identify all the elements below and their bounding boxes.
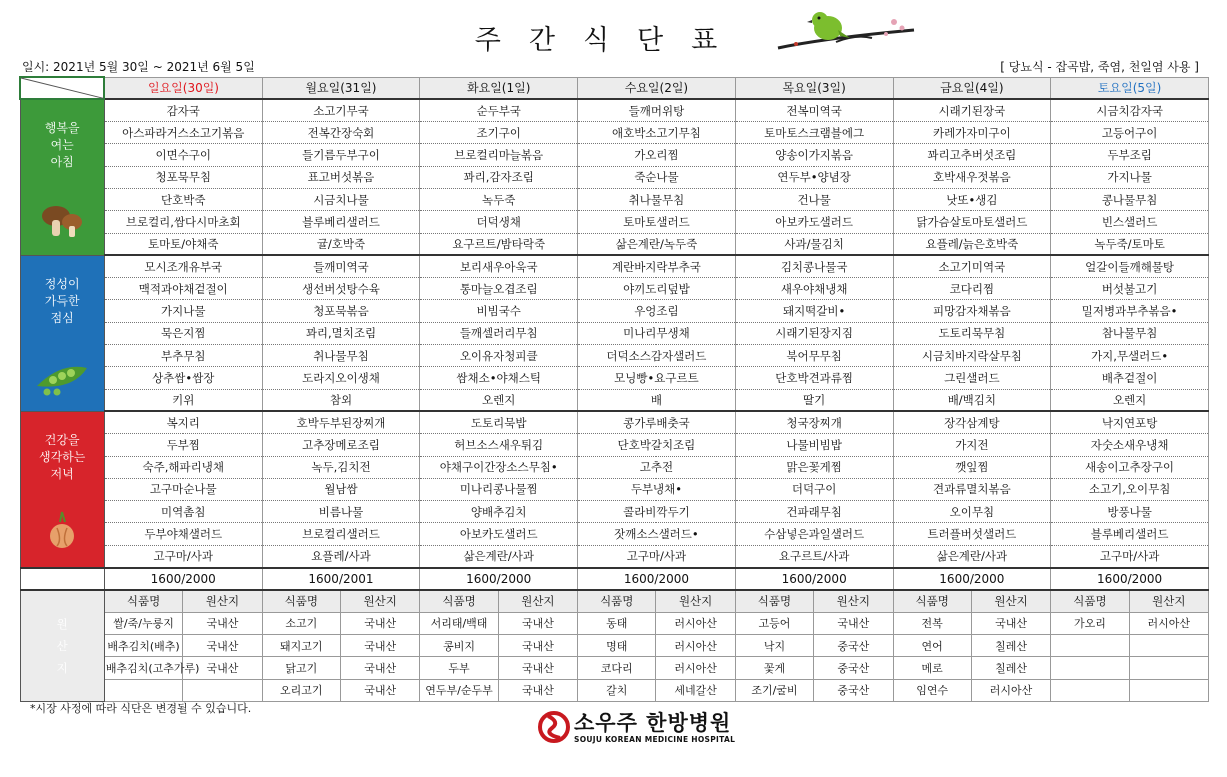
origin-country: 러시아산 xyxy=(1129,612,1208,634)
origin-country: 국내산 xyxy=(340,657,419,679)
origin-food-name: 코다리 xyxy=(578,657,656,679)
menu-item: 블루베리샐러드 xyxy=(1051,523,1209,545)
menu-item: 들깨머위탕 xyxy=(578,99,736,121)
day-header-mon: 월요일(31일) xyxy=(262,77,420,99)
menu-item: 시래기된장국 xyxy=(893,99,1051,121)
menu-item: 표고버섯볶음 xyxy=(262,166,420,188)
menu-item: 청포묵무침 xyxy=(104,166,262,188)
origin-country: 국내산 xyxy=(814,612,893,634)
dinner-row xyxy=(20,501,1209,523)
menu-item: 트러플버섯샐러드 xyxy=(893,523,1051,545)
origin-country: 칠레산 xyxy=(971,657,1050,679)
origin-food-name: 고등어 xyxy=(735,612,813,634)
origin-row xyxy=(20,634,1209,656)
origin-country: 러시아산 xyxy=(656,612,735,634)
menu-item: 배 xyxy=(578,389,736,411)
menu-item: 얼갈이들깨해물탕 xyxy=(1051,255,1209,277)
origin-col-origin: 원산지 xyxy=(971,590,1050,612)
origin-food-name: 소고기 xyxy=(262,612,340,634)
menu-item: 브로컬리마늘볶음 xyxy=(420,144,578,166)
origin-country: 국내산 xyxy=(183,634,262,656)
menu-item: 순두부국 xyxy=(420,99,578,121)
dinner-label-line: 건강을 xyxy=(44,432,80,447)
origin-food-name: 낙지 xyxy=(735,634,813,656)
origin-country: 국내산 xyxy=(183,657,262,679)
menu-item: 죽순나물 xyxy=(578,166,736,188)
origin-col-name: 식품명 xyxy=(262,590,340,612)
menu-item: 호박새우젓볶음 xyxy=(893,166,1051,188)
menu-item: 오이유자청피클 xyxy=(420,345,578,367)
menu-item: 키위 xyxy=(104,389,262,411)
hospital-logo xyxy=(538,706,778,746)
menu-item: 부추무침 xyxy=(104,345,262,367)
menu-item: 닭가슴살토마토샐러드 xyxy=(893,211,1051,233)
menu-item: 요구르트/사과 xyxy=(735,545,893,567)
menu-item: 통마늘오겹조림 xyxy=(420,278,578,300)
menu-item: 양배추김치 xyxy=(420,501,578,523)
menu-item: 피망감자채볶음 xyxy=(893,300,1051,322)
origin-food-name: 갈치 xyxy=(578,679,656,701)
breakfast-label-line: 여는 xyxy=(50,138,74,153)
origin-food-name xyxy=(1051,657,1129,679)
kcal-value: 1600/2001 xyxy=(262,568,420,590)
hospital-logo-icon xyxy=(538,708,570,746)
menu-item: 애호박소고기무침 xyxy=(578,122,736,144)
menu-item: 허브소스새우튀김 xyxy=(420,434,578,456)
origin-food-name: 서리태/백태 xyxy=(420,612,498,634)
origin-food-name: 꽃게 xyxy=(735,657,813,679)
origin-header-row xyxy=(20,590,1209,612)
lunch-label-line: 정성이 xyxy=(44,276,80,291)
menu-item: 취나물무침 xyxy=(578,188,736,210)
menu-item: 묵은지찜 xyxy=(104,322,262,344)
menu-item: 토마토/야채죽 xyxy=(104,233,262,255)
menu-item: 오이무침 xyxy=(893,501,1051,523)
menu-item: 우엉조림 xyxy=(578,300,736,322)
menu-item: 도토리묵밥 xyxy=(420,411,578,433)
origin-food-name: 가오리 xyxy=(1051,612,1129,634)
menu-item: 두부냉채• xyxy=(578,478,736,500)
menu-item: 야채구이간장소스무침• xyxy=(420,456,578,478)
menu-item: 청포묵볶음 xyxy=(262,300,420,322)
dinner-row xyxy=(20,523,1209,545)
menu-item: 요구르트/밤타락죽 xyxy=(420,233,578,255)
menu-item: 밀저병과부추볶음• xyxy=(1051,300,1209,322)
menu-item: 가지나물 xyxy=(1051,166,1209,188)
breakfast-row xyxy=(20,188,1209,210)
menu-item: 삶은계란/사과 xyxy=(893,545,1051,567)
menu-item: 청국장찌개 xyxy=(735,411,893,433)
menu-item: 오렌지 xyxy=(420,389,578,411)
origin-country xyxy=(1129,679,1208,701)
menu-item: 꽈리,멸치조림 xyxy=(262,322,420,344)
menu-item: 토마토샐러드 xyxy=(578,211,736,233)
menu-item: 오렌지 xyxy=(1051,389,1209,411)
breakfast-row xyxy=(20,144,1209,166)
menu-item: 자숫소새우냉채 xyxy=(1051,434,1209,456)
menu-item: 도라지오이생채 xyxy=(262,367,420,389)
menu-item: 모닝빵•요구르트 xyxy=(578,367,736,389)
menu-item: 참외 xyxy=(262,389,420,411)
menu-item: 상추쌈•쌈장 xyxy=(104,367,262,389)
menu-item: 조기구이 xyxy=(420,122,578,144)
origin-col-origin: 원산지 xyxy=(1129,590,1208,612)
menu-item: 취나물무침 xyxy=(262,345,420,367)
origin-country: 중국산 xyxy=(814,679,893,701)
origin-food-name: 오리고기 xyxy=(262,679,340,701)
origin-food-name: 조기/굴비 xyxy=(735,679,813,701)
breakfast-row xyxy=(20,99,1209,121)
menu-item: 토마토스크램블에그 xyxy=(735,122,893,144)
menu-item: 장각삼계탕 xyxy=(893,411,1051,433)
kcal-label: Kcal xyxy=(20,568,104,590)
breakfast-label xyxy=(20,99,104,255)
origin-food-name: 두부 xyxy=(420,657,498,679)
kcal-value: 1600/2000 xyxy=(893,568,1051,590)
kcal-row xyxy=(20,568,1209,590)
kcal-value: 1600/2000 xyxy=(1051,568,1209,590)
menu-item: 고구마순나물 xyxy=(104,478,262,500)
menu-item: 계란바지락부추국 xyxy=(578,255,736,277)
menu-item: 카레가자미구이 xyxy=(893,122,1051,144)
menu-item: 도토리묵무침 xyxy=(893,322,1051,344)
menu-item: 모시조개유부국 xyxy=(104,255,262,277)
origin-food-name: 콩비지 xyxy=(420,634,498,656)
menu-item: 콩나물무침 xyxy=(1051,188,1209,210)
origin-food-name xyxy=(1051,634,1129,656)
menu-item: 복지리 xyxy=(104,411,262,433)
dinner-row xyxy=(20,434,1209,456)
menu-item: 꽈리고추버섯조림 xyxy=(893,144,1051,166)
origin-food-name: 닭고기 xyxy=(262,657,340,679)
menu-item: 시금치바지락살무침 xyxy=(893,345,1051,367)
breakfast-label-line: 아침 xyxy=(50,155,74,170)
menu-item: 두부찜 xyxy=(104,434,262,456)
origin-label-line: 지 xyxy=(56,660,68,675)
lunch-row xyxy=(20,278,1209,300)
menu-item: 미나리무생채 xyxy=(578,322,736,344)
menu-item: 가지전 xyxy=(893,434,1051,456)
menu-item: 아보카도샐러드 xyxy=(735,211,893,233)
menu-item: 배추겉절이 xyxy=(1051,367,1209,389)
origin-food-name: 전복 xyxy=(893,612,971,634)
lunch-row xyxy=(20,322,1209,344)
origin-col-name: 식품명 xyxy=(893,590,971,612)
menu-item: 돼지떡갈비• xyxy=(735,300,893,322)
origin-label xyxy=(20,590,104,701)
menu-item: 소고기무국 xyxy=(262,99,420,121)
menu-item: 더덕생채 xyxy=(420,211,578,233)
menu-item: 시금치감자국 xyxy=(1051,99,1209,121)
menu-item: 가오리찜 xyxy=(578,144,736,166)
menu-item: 코다리찜 xyxy=(893,278,1051,300)
origin-country xyxy=(1129,657,1208,679)
menu-item: 가지,무샐러드• xyxy=(1051,345,1209,367)
breakfast-row xyxy=(20,166,1209,188)
mushroom-icon xyxy=(40,200,84,245)
dinner-row xyxy=(20,411,1209,433)
origin-country: 국내산 xyxy=(340,634,419,656)
menu-item: 버섯불고기 xyxy=(1051,278,1209,300)
origin-col-origin: 원산지 xyxy=(183,590,262,612)
menu-item: 견과류멸치볶음 xyxy=(893,478,1051,500)
origin-country: 러시아산 xyxy=(656,634,735,656)
origin-food-name: 쌀/죽/누룽지 xyxy=(104,612,182,634)
menu-item: 녹두죽 xyxy=(420,188,578,210)
menu-item: 콩가루배춧국 xyxy=(578,411,736,433)
menu-item: 김치콩나물국 xyxy=(735,255,893,277)
menu-item: 요플레/늙은호박죽 xyxy=(893,233,1051,255)
date-range: 일시: 2021년 5월 30일 ~ 2021년 6월 5일 xyxy=(22,60,255,74)
origin-food-name xyxy=(1051,679,1129,701)
kcal-value: 1600/2000 xyxy=(420,568,578,590)
menu-item: 빈스샐러드 xyxy=(1051,211,1209,233)
origin-country: 국내산 xyxy=(340,679,419,701)
origin-col-origin: 원산지 xyxy=(340,590,419,612)
origin-col-origin: 원산지 xyxy=(498,590,577,612)
menu-item: 시래기된장지짐 xyxy=(735,322,893,344)
origin-label-line: 원 xyxy=(56,616,68,631)
menu-item: 비름나물 xyxy=(262,501,420,523)
origin-col-name: 식품명 xyxy=(1051,590,1129,612)
dinner-label xyxy=(20,411,104,567)
menu-item: 꽈리,감자조림 xyxy=(420,166,578,188)
peas-icon xyxy=(33,360,91,401)
menu-item: 고구마/사과 xyxy=(1051,545,1209,567)
origin-label-line: 산 xyxy=(56,638,68,653)
origin-country: 칠레산 xyxy=(971,634,1050,656)
day-header-tue: 화요일(1일) xyxy=(420,77,578,99)
menu-item: 감자국 xyxy=(104,99,262,121)
diet-note: [ 당뇨식 - 잡곡밥, 죽염, 천일염 사용 ] xyxy=(1000,60,1199,74)
hospital-name: 소우주 한방병원 xyxy=(574,711,732,735)
menu-item: 고구마/사과 xyxy=(104,545,262,567)
origin-food-name: 배추김치(고추가루) xyxy=(104,657,182,679)
menu-item: 녹두죽/토마토 xyxy=(1051,233,1209,255)
menu-item: 새우야채냉채 xyxy=(735,278,893,300)
menu-item: 두부야채샐러드 xyxy=(104,523,262,545)
menu-item: 소고기미역국 xyxy=(893,255,1051,277)
menu-item: 맥적과야채겉절이 xyxy=(104,278,262,300)
menu-item: 새송이고추장구이 xyxy=(1051,456,1209,478)
menu-item: 아스파라거스소고기볶음 xyxy=(104,122,262,144)
menu-item: 블루베리샐러드 xyxy=(262,211,420,233)
page-title: 주간식단표 xyxy=(474,25,746,56)
origin-food-name: 명태 xyxy=(578,634,656,656)
menu-item: 고추장메로조림 xyxy=(262,434,420,456)
onion-icon xyxy=(45,510,79,557)
menu-item: 들깨셀러리무침 xyxy=(420,322,578,344)
menu-item: 요플레/사과 xyxy=(262,545,420,567)
origin-country: 국내산 xyxy=(498,679,577,701)
origin-country xyxy=(1129,634,1208,656)
weekly-menu-table xyxy=(19,76,1209,702)
menu-item: 삶은계란/사과 xyxy=(420,545,578,567)
menu-item: 두부조림 xyxy=(1051,144,1209,166)
menu-item: 미나리콩나물찜 xyxy=(420,478,578,500)
menu-item: 녹두,김치전 xyxy=(262,456,420,478)
origin-food-name: 동태 xyxy=(578,612,656,634)
origin-row xyxy=(20,679,1209,701)
origin-food-name: 돼지고기 xyxy=(262,634,340,656)
menu-item: 전복간장숙회 xyxy=(262,122,420,144)
dinner-row xyxy=(20,478,1209,500)
origin-country: 중국산 xyxy=(814,657,893,679)
menu-item: 들깨미역국 xyxy=(262,255,420,277)
lunch-row xyxy=(20,367,1209,389)
lunch-row xyxy=(20,345,1209,367)
menu-item: 건파래무침 xyxy=(735,501,893,523)
menu-item: 호박두부된장찌개 xyxy=(262,411,420,433)
origin-food-name: 메로 xyxy=(893,657,971,679)
origin-col-origin: 원산지 xyxy=(656,590,735,612)
menu-item: 월남쌈 xyxy=(262,478,420,500)
menu-item: 참나물무침 xyxy=(1051,322,1209,344)
menu-item: 가지나물 xyxy=(104,300,262,322)
origin-country: 국내산 xyxy=(183,612,262,634)
menu-item: 더덕소스감자샐러드 xyxy=(578,345,736,367)
origin-col-name: 식품명 xyxy=(420,590,498,612)
origin-country: 국내산 xyxy=(971,612,1050,634)
origin-country: 러시아산 xyxy=(656,657,735,679)
menu-item: 미역촘침 xyxy=(104,501,262,523)
dinner-label-line: 저녁 xyxy=(50,466,74,481)
origin-food-name: 연두부/순두부 xyxy=(420,679,498,701)
day-header-row xyxy=(20,77,1209,99)
menu-item: 이면수구이 xyxy=(104,144,262,166)
menu-item: 비빔국수 xyxy=(420,300,578,322)
origin-food-name: 연어 xyxy=(893,634,971,656)
menu-item: 전복미역국 xyxy=(735,99,893,121)
origin-country: 국내산 xyxy=(498,657,577,679)
origin-country: 중국산 xyxy=(814,634,893,656)
menu-item: 낙지연포탕 xyxy=(1051,411,1209,433)
corner-cell xyxy=(20,77,104,99)
menu-item: 잣깨소스샐러드• xyxy=(578,523,736,545)
dinner-row xyxy=(20,456,1209,478)
breakfast-row xyxy=(20,233,1209,255)
menu-item: 보리새우아욱국 xyxy=(420,255,578,277)
menu-item: 들기름두부구이 xyxy=(262,144,420,166)
menu-item: 딸기 xyxy=(735,389,893,411)
menu-item: 생선버섯탕수육 xyxy=(262,278,420,300)
menu-item: 더덕구이 xyxy=(735,478,893,500)
lunch-label xyxy=(20,255,104,411)
origin-col-name: 식품명 xyxy=(735,590,813,612)
menu-item: 그린샐러드 xyxy=(893,367,1051,389)
menu-item: 건나물 xyxy=(735,188,893,210)
menu-item: 배/백김치 xyxy=(893,389,1051,411)
origin-food-name: 임연수 xyxy=(893,679,971,701)
origin-food-name: 배추김치(배추) xyxy=(104,634,182,656)
menu-item: 방풍나물 xyxy=(1051,501,1209,523)
origin-country: 국내산 xyxy=(498,634,577,656)
menu-item: 단호박견과류찜 xyxy=(735,367,893,389)
menu-item: 숙주,해파리냉채 xyxy=(104,456,262,478)
breakfast-row xyxy=(20,211,1209,233)
menu-item: 고추전 xyxy=(578,456,736,478)
breakfast-row xyxy=(20,122,1209,144)
dinner-label-line: 생각하는 xyxy=(39,449,86,464)
origin-col-name: 식품명 xyxy=(578,590,656,612)
day-header-wed: 수요일(2일) xyxy=(578,77,736,99)
menu-item: 브로컬리,쌈다시마초회 xyxy=(104,211,262,233)
lunch-label-line: 가득한 xyxy=(44,293,80,308)
dinner-row xyxy=(20,545,1209,567)
menu-item: 콜라비깍두기 xyxy=(578,501,736,523)
menu-item: 맑은꽃게찜 xyxy=(735,456,893,478)
lunch-row xyxy=(20,255,1209,277)
breakfast-label-line: 행복을 xyxy=(44,121,80,136)
menu-item: 고구마/사과 xyxy=(578,545,736,567)
hospital-name-en: SOUJU KOREAN MEDICINE HOSPITAL xyxy=(574,735,736,744)
day-header-sun: 일요일(30일) xyxy=(104,77,262,99)
bird-on-branch-illustration xyxy=(776,8,916,56)
lunch-row xyxy=(20,300,1209,322)
origin-row xyxy=(20,612,1209,634)
menu-item: 소고기,오이무침 xyxy=(1051,478,1209,500)
day-header-sat: 토요일(5일) xyxy=(1051,77,1209,99)
menu-item: 아보카도샐러드 xyxy=(420,523,578,545)
menu-item: 브로컬리샐러드 xyxy=(262,523,420,545)
menu-item: 사과/물김치 xyxy=(735,233,893,255)
origin-country: 세네갈산 xyxy=(656,679,735,701)
menu-item: 연두부•양념장 xyxy=(735,166,893,188)
day-header-fri: 금요일(4일) xyxy=(893,77,1051,99)
origin-col-origin: 원산지 xyxy=(814,590,893,612)
kcal-value: 1600/2000 xyxy=(578,568,736,590)
menu-item: 낫또•생김 xyxy=(893,188,1051,210)
lunch-label-line: 점심 xyxy=(50,310,74,325)
menu-item: 야끼도리덮밥 xyxy=(578,278,736,300)
menu-item: 단호박갈치조림 xyxy=(578,434,736,456)
menu-item: 깻잎찜 xyxy=(893,456,1051,478)
menu-item: 단호박죽 xyxy=(104,188,262,210)
menu-item: 쌈채소•야채스틱 xyxy=(420,367,578,389)
day-header-thu: 목요일(3일) xyxy=(735,77,893,99)
origin-country: 국내산 xyxy=(498,612,577,634)
origin-row xyxy=(20,657,1209,679)
origin-food-name xyxy=(104,679,182,701)
kcal-value: 1600/2000 xyxy=(104,568,262,590)
origin-country: 러시아산 xyxy=(971,679,1050,701)
menu-item: 시금치나물 xyxy=(262,188,420,210)
lunch-row xyxy=(20,389,1209,411)
menu-item: 고등어구이 xyxy=(1051,122,1209,144)
origin-country: 국내산 xyxy=(340,612,419,634)
footnote: *시장 사정에 따라 식단은 변경될 수 있습니다. xyxy=(30,702,252,715)
menu-item: 귤/호박죽 xyxy=(262,233,420,255)
menu-item: 양송이가지볶음 xyxy=(735,144,893,166)
origin-country xyxy=(183,679,262,701)
origin-col-name: 식품명 xyxy=(104,590,182,612)
menu-item: 삶은계란/녹두죽 xyxy=(578,233,736,255)
menu-item: 나물비빔밥 xyxy=(735,434,893,456)
kcal-value: 1600/2000 xyxy=(735,568,893,590)
menu-item: 수삼넣은과일샐러드 xyxy=(735,523,893,545)
menu-item: 북어무무침 xyxy=(735,345,893,367)
